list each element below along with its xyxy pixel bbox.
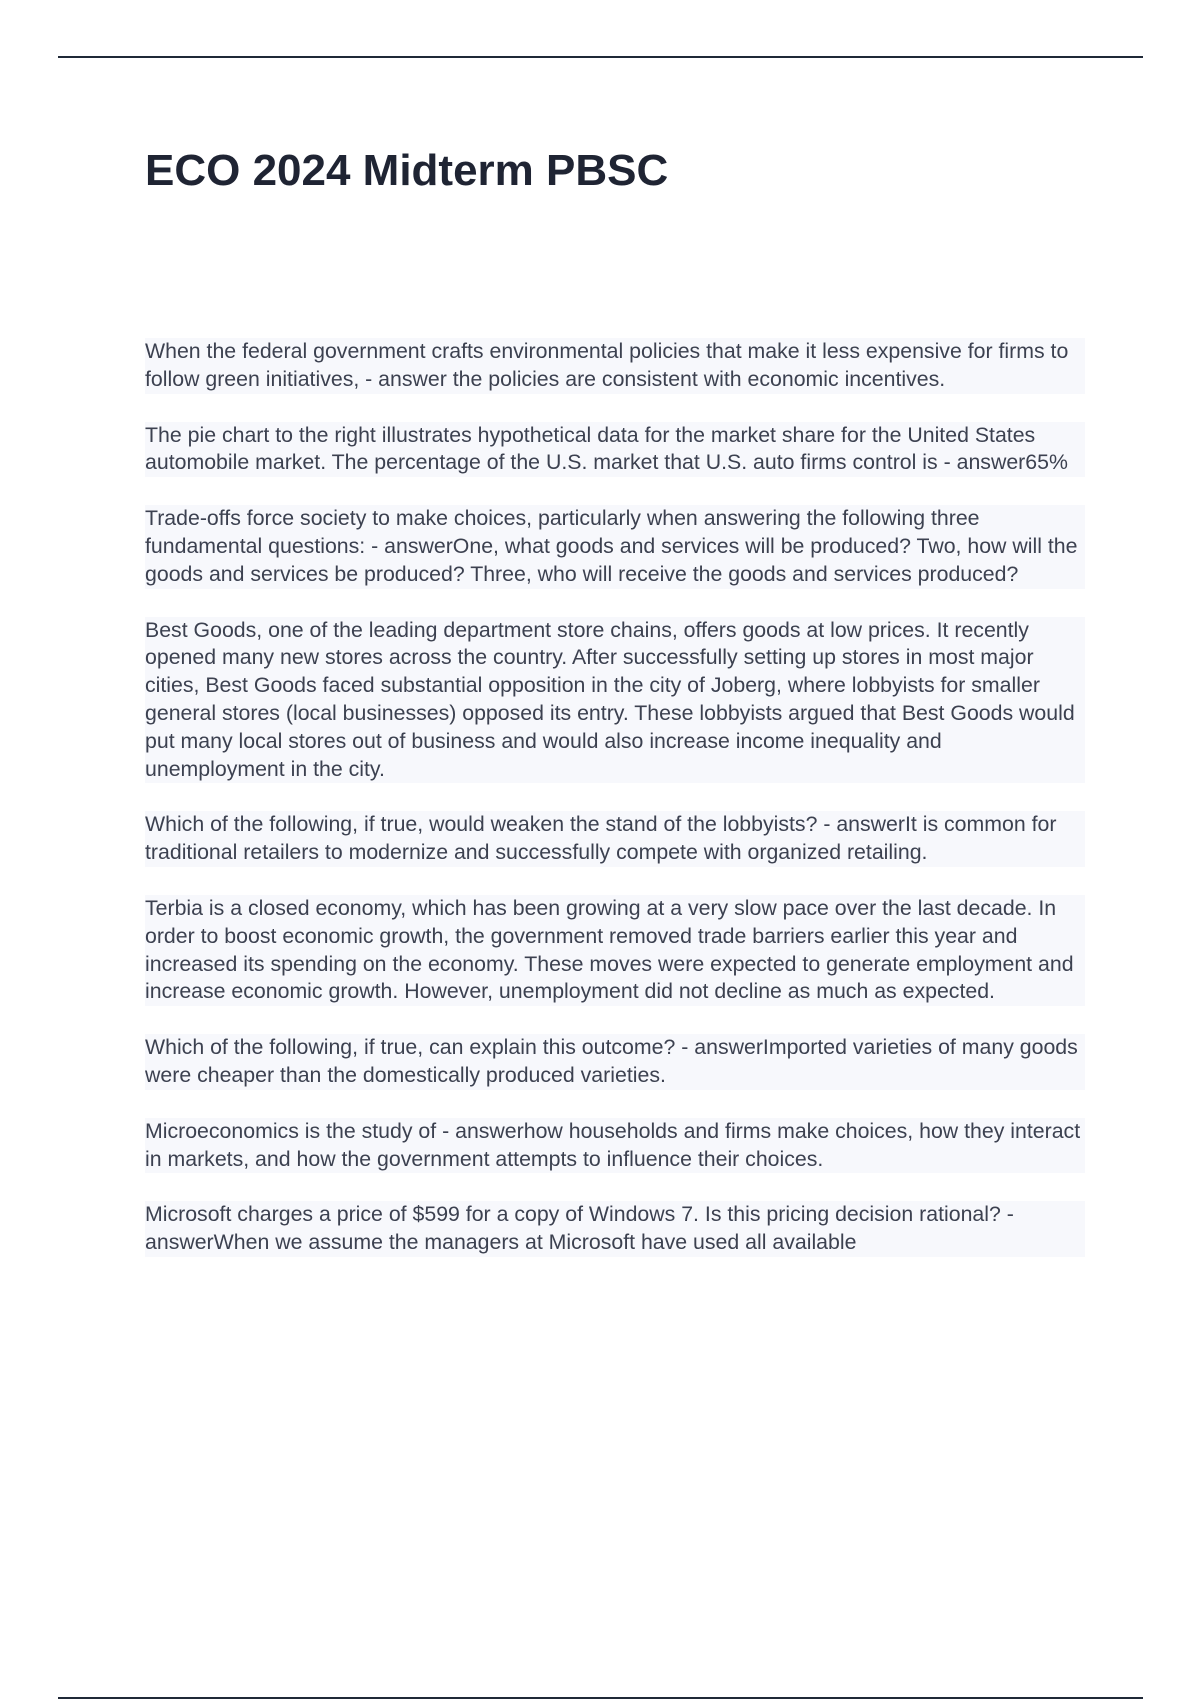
paragraph: Trade-offs force society to make choices, particularly when answering the following three fundamental questions: - answerOne, what goods and services will be produced? Two, how will the goods and services be produced? Three, who will receive the goods and services produced? <box>145 505 1085 588</box>
paragraph: When the federal government crafts environmental policies that make it less expensive for firms to follow green initiatives, - answer the policies are consistent with economic incentives. <box>145 338 1085 394</box>
paragraph: Best Goods, one of the leading department store chains, offers goods at low prices. It recently opened many new stores across the country. After successfully setting up stores in most major cities, Best Goods faced substantial opposition in the city of Joberg, where lobbyists for smaller general stores (local businesses) opposed its entry. These lobbyists argued that Best Goods would put many local stores out of business and would also increase income inequality and unemployment in the city. <box>145 617 1085 784</box>
paragraph: Which of the following, if true, would weaken the stand of the lobbyists? - answerIt is common for traditional retailers to modernize and successfully compete with organized retailing. <box>145 811 1085 867</box>
bottom-rule <box>58 1697 1143 1699</box>
paragraph: Which of the following, if true, can explain this outcome? - answerImported varieties of many goods were cheaper than the domestically produced varieties. <box>145 1034 1085 1090</box>
top-rule <box>58 56 1143 58</box>
paragraph: Microeconomics is the study of - answerhow households and firms make choices, how they interact in markets, and how the government attempts to influence their choices. <box>145 1118 1085 1174</box>
document-title: ECO 2024 Midterm PBSC <box>145 146 669 195</box>
paragraph: The pie chart to the right illustrates hypothetical data for the market share for the United States automobile market. The percentage of the U.S. market that U.S. auto firms control is - answer65% <box>145 422 1085 478</box>
paragraph: Terbia is a closed economy, which has been growing at a very slow pace over the last decade. In order to boost economic growth, the government removed trade barriers earlier this year and increased its spending on the economy. These moves were expected to generate employment and increase economic growth. However, unemployment did not decline as much as expected. <box>145 895 1085 1006</box>
paragraph: Microsoft charges a price of $599 for a copy of Windows 7. Is this pricing decision rational? - answerWhen we assume the managers at Microsoft have used all available <box>145 1201 1085 1257</box>
document-body <box>145 338 1085 1285</box>
